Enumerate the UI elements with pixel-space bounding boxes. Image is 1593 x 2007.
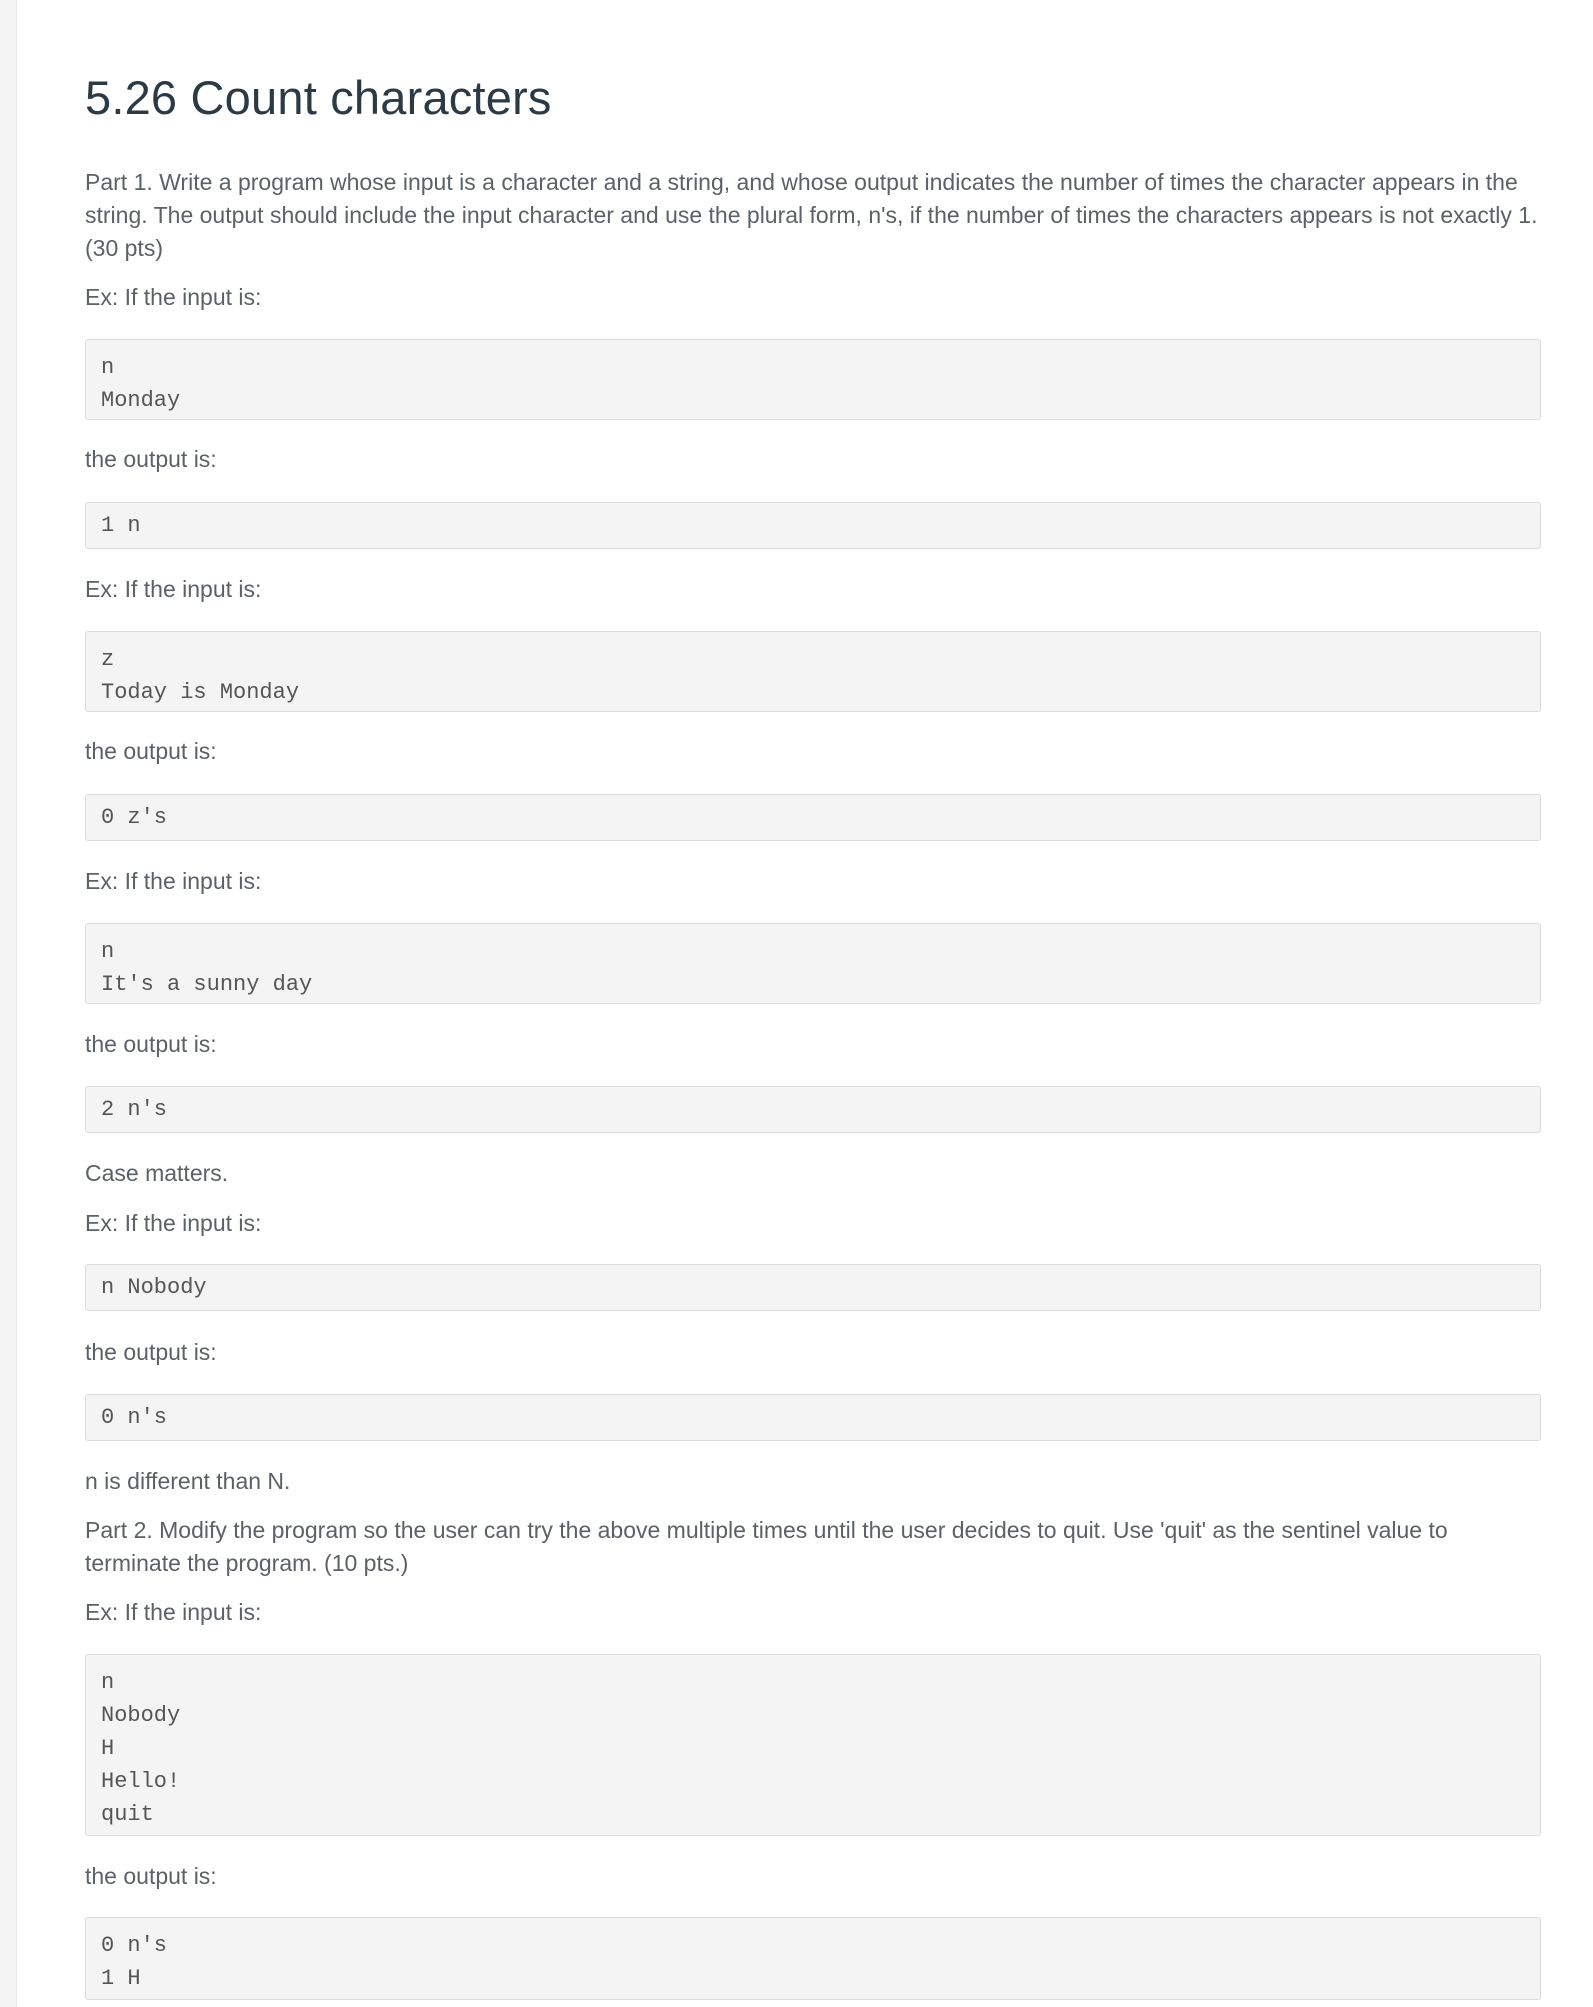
code-line: Nobody [101, 1703, 181, 1728]
page [17, 0, 1593, 2007]
ex3-input-block [85, 923, 1541, 1004]
ex5-output-block [85, 1917, 1541, 2000]
ex2-output-block [85, 794, 1541, 841]
code-line: H [101, 1736, 115, 1761]
ex2-input-block [85, 631, 1541, 712]
ex1-output-label: the output is: [85, 446, 217, 472]
code-line: Hello! [101, 1769, 181, 1794]
code-line: n Nobody [101, 1275, 207, 1300]
ex4-input-label: Ex: If the input is: [85, 1210, 262, 1236]
ex4-output-block [85, 1394, 1541, 1441]
case-difference-note: n is different than N. [85, 1468, 291, 1494]
code-line: Monday [101, 388, 181, 413]
code-line: 1 n [101, 513, 141, 538]
code-line: n [101, 355, 115, 380]
ex2-input-label: Ex: If the input is: [85, 576, 262, 602]
part1-description: Part 1. Write a program whose input is a character and a string, and whose output indicates the number of times the character appears in the string. The output should include the input character and use the plural form, n's, if the number of times the characters appears is not exactly 1. (30 pts) [85, 169, 1538, 261]
ex3-input-label: Ex: If the input is: [85, 868, 262, 894]
code-line: 1 H [101, 1966, 141, 1991]
ex4-input-block [85, 1264, 1541, 1311]
code-line: 0 n's [101, 1405, 168, 1430]
case-matters-note: Case matters. [85, 1160, 229, 1186]
code-line: quit [101, 1802, 154, 1827]
code-line: Today is Monday [101, 680, 300, 705]
ex1-output-block [85, 502, 1541, 549]
ex3-output-block [85, 1086, 1541, 1133]
code-line: n [101, 939, 115, 964]
ex2-output-label: the output is: [85, 738, 217, 764]
code-line: 2 n's [101, 1097, 168, 1122]
ex3-output-label: the output is: [85, 1031, 217, 1057]
page-title: 5.26 Count characters [85, 71, 552, 124]
code-line: n [101, 1670, 115, 1695]
code-line: It's a sunny day [101, 972, 313, 997]
ex1-input-block [85, 339, 1541, 420]
ex5-output-label: the output is: [85, 1863, 217, 1889]
ex5-input-label: Ex: If the input is: [85, 1599, 262, 1625]
part2-description: Part 2. Modify the program so the user can try the above multiple times until the user decides to quit. Use 'quit' as the sentinel value to terminate the program. (10 pts.) [85, 1517, 1448, 1576]
code-line: z [101, 647, 115, 672]
ex5-input-block [85, 1654, 1541, 1836]
code-line: 0 z's [101, 805, 168, 830]
ex1-input-label: Ex: If the input is: [85, 284, 262, 310]
code-line: 0 n's [101, 1933, 168, 1958]
ex4-output-label: the output is: [85, 1339, 217, 1365]
